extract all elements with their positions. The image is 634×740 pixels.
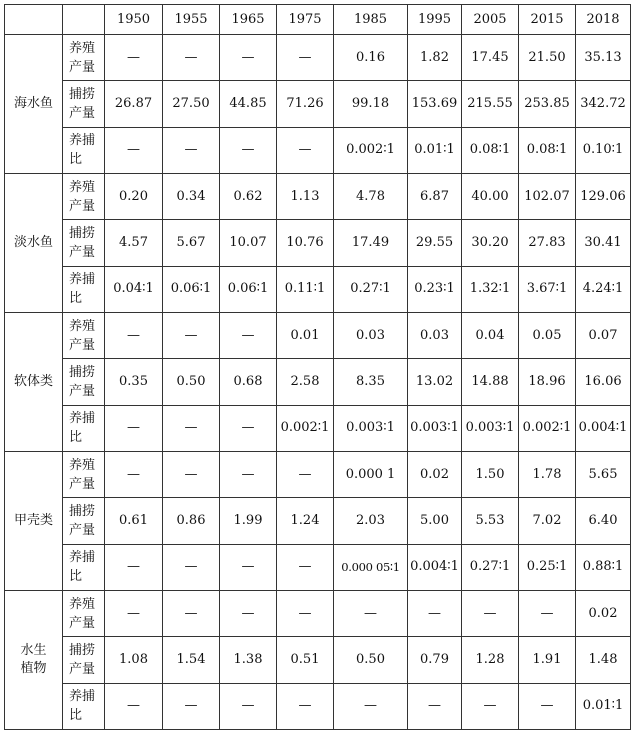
row-kind-cell: 养殖 产量 — [63, 590, 105, 636]
category-cell: 海水鱼 — [5, 35, 63, 174]
value-cell: 6.87 — [408, 173, 462, 219]
year-header: 2005 — [462, 5, 519, 35]
value-cell: 3.67∶1 — [519, 266, 576, 312]
row-kind-cell: 养捕 比 — [63, 544, 105, 590]
table-row — [5, 498, 631, 544]
value-cell: 0.51 — [277, 637, 334, 683]
value-cell: 0.002∶1 — [519, 405, 576, 451]
value-cell: 0.25∶1 — [519, 544, 576, 590]
value-cell: 0.68 — [220, 359, 277, 405]
value-cell: 16.06 — [576, 359, 631, 405]
value-cell: 0.004∶1 — [576, 405, 631, 451]
value-cell: — — [277, 127, 334, 173]
value-cell: 21.50 — [519, 35, 576, 81]
value-cell: 18.96 — [519, 359, 576, 405]
row-kind-cell: 捕捞 产量 — [63, 359, 105, 405]
value-cell: — — [220, 35, 277, 81]
value-cell: 14.88 — [462, 359, 519, 405]
value-cell: 0.06∶1 — [163, 266, 220, 312]
value-cell: 1.78 — [519, 451, 576, 497]
value-cell: 0.11∶1 — [277, 266, 334, 312]
category-cell: 淡水鱼 — [5, 173, 63, 312]
value-cell: 1.82 — [408, 35, 462, 81]
value-cell: 0.16 — [334, 35, 408, 81]
value-cell: 0.003∶1 — [462, 405, 519, 451]
row-kind-cell: 养殖 产量 — [63, 312, 105, 358]
value-cell: 5.65 — [576, 451, 631, 497]
value-cell: — — [277, 683, 334, 729]
value-cell: — — [519, 590, 576, 636]
value-cell: 0.003∶1 — [408, 405, 462, 451]
value-cell: 253.85 — [519, 81, 576, 127]
value-cell: 27.50 — [163, 81, 220, 127]
table-row — [5, 266, 631, 312]
year-header: 1955 — [163, 5, 220, 35]
value-cell: — — [277, 544, 334, 590]
value-cell: 1.38 — [220, 637, 277, 683]
header-row — [5, 5, 631, 35]
value-cell: 0.62 — [220, 173, 277, 219]
value-cell: 10.76 — [277, 220, 334, 266]
value-cell: 0.08∶1 — [519, 127, 576, 173]
value-cell: 0.20 — [105, 173, 163, 219]
table-row — [5, 312, 631, 358]
value-cell: 44.85 — [220, 81, 277, 127]
value-cell: 0.35 — [105, 359, 163, 405]
value-cell: 30.20 — [462, 220, 519, 266]
value-cell: 0.61 — [105, 498, 163, 544]
value-cell: — — [277, 451, 334, 497]
value-cell: — — [163, 35, 220, 81]
value-cell: — — [105, 683, 163, 729]
value-cell: 4.78 — [334, 173, 408, 219]
value-cell: 215.55 — [462, 81, 519, 127]
value-cell: 35.13 — [576, 35, 631, 81]
value-cell: 342.72 — [576, 81, 631, 127]
value-cell: — — [277, 590, 334, 636]
value-cell: — — [334, 683, 408, 729]
value-cell: 129.06 — [576, 173, 631, 219]
value-cell: 0.01∶1 — [576, 683, 631, 729]
value-cell: 0.003∶1 — [334, 405, 408, 451]
table-row — [5, 544, 631, 590]
year-header: 2015 — [519, 5, 576, 35]
table-row — [5, 173, 631, 219]
table-row — [5, 220, 631, 266]
value-cell: — — [220, 405, 277, 451]
value-cell: 7.02 — [519, 498, 576, 544]
value-cell: — — [408, 683, 462, 729]
value-cell: 0.07 — [576, 312, 631, 358]
table-row — [5, 637, 631, 683]
value-cell: 0.002∶1 — [334, 127, 408, 173]
table-row — [5, 35, 631, 81]
category-cell: 水生 植物 — [5, 590, 63, 729]
value-cell: 0.08∶1 — [462, 127, 519, 173]
value-cell: 40.00 — [462, 173, 519, 219]
row-kind-cell: 养捕 比 — [63, 405, 105, 451]
value-cell: 17.49 — [334, 220, 408, 266]
value-cell: 2.58 — [277, 359, 334, 405]
value-cell: 0.004∶1 — [408, 544, 462, 590]
value-cell: — — [163, 590, 220, 636]
value-cell: 4.57 — [105, 220, 163, 266]
year-header: 1995 — [408, 5, 462, 35]
value-cell: 1.50 — [462, 451, 519, 497]
value-cell: — — [408, 590, 462, 636]
value-cell: 0.27∶1 — [462, 544, 519, 590]
table-row — [5, 81, 631, 127]
year-header: 1950 — [105, 5, 163, 35]
table-row — [5, 359, 631, 405]
value-cell: — — [105, 312, 163, 358]
value-cell: — — [334, 590, 408, 636]
value-cell: 0.03 — [408, 312, 462, 358]
value-cell: 0.50 — [163, 359, 220, 405]
row-kind-cell: 捕捞 产量 — [63, 220, 105, 266]
table-row — [5, 405, 631, 451]
row-kind-cell: 养捕 比 — [63, 683, 105, 729]
value-cell: 0.03 — [334, 312, 408, 358]
value-cell: 1.08 — [105, 637, 163, 683]
value-cell: — — [163, 544, 220, 590]
corner-cell — [63, 5, 105, 35]
value-cell: 30.41 — [576, 220, 631, 266]
value-cell: 1.28 — [462, 637, 519, 683]
row-kind-cell: 养殖 产量 — [63, 451, 105, 497]
row-kind-cell: 捕捞 产量 — [63, 637, 105, 683]
value-cell: 102.07 — [519, 173, 576, 219]
value-cell: 6.40 — [576, 498, 631, 544]
value-cell: — — [163, 312, 220, 358]
row-kind-cell: 捕捞 产量 — [63, 498, 105, 544]
value-cell: — — [105, 451, 163, 497]
value-cell: 99.18 — [334, 81, 408, 127]
table-row — [5, 127, 631, 173]
table-header — [5, 5, 631, 35]
value-cell: 1.48 — [576, 637, 631, 683]
value-cell: — — [462, 683, 519, 729]
year-header: 1985 — [334, 5, 408, 35]
value-cell: 0.02 — [408, 451, 462, 497]
value-cell: 8.35 — [334, 359, 408, 405]
value-cell: 0.79 — [408, 637, 462, 683]
value-cell: 29.55 — [408, 220, 462, 266]
value-cell: — — [220, 312, 277, 358]
corner-cell — [5, 5, 63, 35]
value-cell: — — [163, 127, 220, 173]
value-cell: 153.69 — [408, 81, 462, 127]
value-cell: 1.91 — [519, 637, 576, 683]
value-cell: 0.10∶1 — [576, 127, 631, 173]
year-header: 2018 — [576, 5, 631, 35]
value-cell: 0.34 — [163, 173, 220, 219]
row-kind-cell: 养殖 产量 — [63, 35, 105, 81]
value-cell: 13.02 — [408, 359, 462, 405]
value-cell: — — [462, 590, 519, 636]
value-cell: 4.24∶1 — [576, 266, 631, 312]
value-cell: 5.53 — [462, 498, 519, 544]
value-cell: 1.99 — [220, 498, 277, 544]
value-cell: — — [105, 544, 163, 590]
table-row — [5, 683, 631, 729]
value-cell: 0.01∶1 — [408, 127, 462, 173]
value-cell: 0.04 — [462, 312, 519, 358]
value-cell: — — [163, 683, 220, 729]
aquaculture-capture-table — [4, 4, 631, 730]
value-cell: 0.05 — [519, 312, 576, 358]
value-cell: — — [220, 451, 277, 497]
value-cell: 10.07 — [220, 220, 277, 266]
value-cell: 0.000 1 — [334, 451, 408, 497]
category-cell: 软体类 — [5, 312, 63, 451]
value-cell: 26.87 — [105, 81, 163, 127]
table-body — [5, 35, 631, 730]
value-cell: 0.02 — [576, 590, 631, 636]
value-cell: 0.000 05∶1 — [334, 544, 408, 590]
value-cell: — — [163, 405, 220, 451]
table-row — [5, 451, 631, 497]
category-cell: 甲壳类 — [5, 451, 63, 590]
value-cell: — — [105, 405, 163, 451]
year-header: 1975 — [277, 5, 334, 35]
value-cell: 0.23∶1 — [408, 266, 462, 312]
value-cell: 2.03 — [334, 498, 408, 544]
year-header: 1965 — [220, 5, 277, 35]
value-cell: — — [220, 590, 277, 636]
value-cell: — — [105, 590, 163, 636]
value-cell: 1.54 — [163, 637, 220, 683]
value-cell: 1.32∶1 — [462, 266, 519, 312]
row-kind-cell: 养捕 比 — [63, 127, 105, 173]
row-kind-cell: 养捕 比 — [63, 266, 105, 312]
value-cell: 1.13 — [277, 173, 334, 219]
value-cell: 5.00 — [408, 498, 462, 544]
value-cell: 17.45 — [462, 35, 519, 81]
value-cell: — — [519, 683, 576, 729]
value-cell: 5.67 — [163, 220, 220, 266]
value-cell: 27.83 — [519, 220, 576, 266]
value-cell: 0.27∶1 — [334, 266, 408, 312]
value-cell: 0.01 — [277, 312, 334, 358]
value-cell: 0.06∶1 — [220, 266, 277, 312]
value-cell: 71.26 — [277, 81, 334, 127]
value-cell: — — [105, 127, 163, 173]
value-cell: — — [277, 35, 334, 81]
row-kind-cell: 养殖 产量 — [63, 173, 105, 219]
value-cell: 0.88∶1 — [576, 544, 631, 590]
value-cell: — — [163, 451, 220, 497]
value-cell: — — [220, 544, 277, 590]
value-cell: 0.86 — [163, 498, 220, 544]
value-cell: — — [105, 35, 163, 81]
value-cell: 0.002∶1 — [277, 405, 334, 451]
value-cell: 0.50 — [334, 637, 408, 683]
row-kind-cell: 捕捞 产量 — [63, 81, 105, 127]
value-cell: — — [220, 127, 277, 173]
table-row — [5, 590, 631, 636]
value-cell: 1.24 — [277, 498, 334, 544]
value-cell: — — [220, 683, 277, 729]
value-cell: 0.04∶1 — [105, 266, 163, 312]
